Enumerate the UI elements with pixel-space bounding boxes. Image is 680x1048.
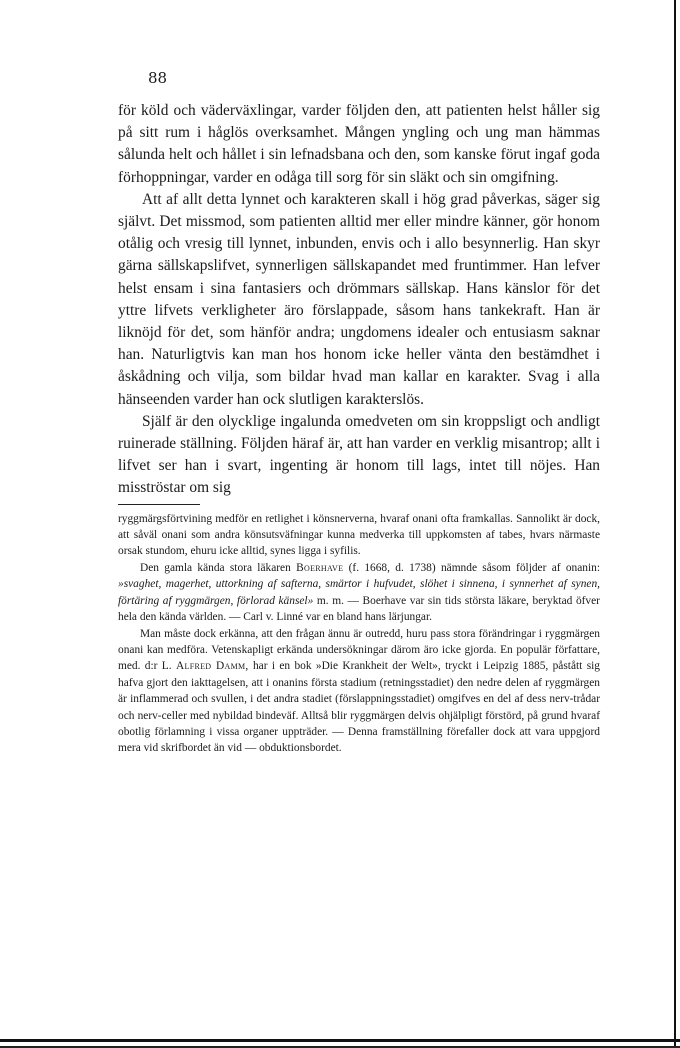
page-number: 88: [148, 69, 168, 87]
scan-edge-right: [674, 0, 676, 1048]
footnote-rule: [118, 504, 200, 505]
footnote-3-intro: Man måste dock erkänna, att den frågan ännu är outredd, huru pass stora förändringar i ryggmärgen onani kan medföra. Vetenskapligt erkända undersökningar därom äro icke gjorda. En populär författare, med. d:r L.: [118, 627, 600, 673]
body-text: [118, 100, 600, 500]
footnotes: [118, 511, 600, 757]
book-page: [118, 68, 600, 757]
footnote-3-rest: har i en bok »Die Krankheit der Welt», tryckt i Leipzig 1885, påstått sig hafva gjort den iakttagelsen, att i onanins första stadium (retningsstadiet) den nedre delen af ryggmärgen är inflammerad och svullen, i det andra stadiet (förslappningsstadiet) omgifves en del af dess nerv-trådar och nerv-celler med nybildad bindeväf. Alltså blir ryggmärgen delvis ohjälpligt förstörd, på grund hvaraf obotlig förlamning i vissa organer uppträder. — Denna framställning förefaller dock att vara uppgjord mera vid skrifbordet än vid — obduktionsbordet.: [118, 660, 600, 755]
footnote-2-intro: Den gamla kända stora läkaren: [140, 561, 291, 574]
footnote-2: [118, 560, 600, 626]
footnote-2-dates: (f. 1668, d. 1738) nämnde såsom följder af onanin:: [348, 561, 600, 574]
paragraph-2: Att af allt detta lynnet och karakteren skall i hög grad påverkas, säger sig självt. Det missmod, som patienten alltid mer eller mindre känner, gör honom otålig och vresig till lynnet, inbunden, envis och i allo besynnerlig. Han skyr gärna sällskapslifvet, synnerligen sällskapandet med fruntimmer. Han lefver helst ensam i sina fantasiers och drömmars sällskap. Hans känslor för det yttre lifvets verkligheter äro förslappade, såsom hans tankekraft. Han är liknöjd för det, som hänför andra; ungdomens idealer och entusiasm saknar han. Naturligtvis kan man hos honom icke heller vänta den bestämdhet i åskådning och vilja, som bildar hvad man kallar en karakter. Svag i alla hänseenden varder han ock slutligen karakterslös.: [118, 190, 600, 408]
footnote-1: ryggmärgsförtvining medför en retlighet i könsnerverna, hvaraf onani ofta framkallas. Sannolikt är dock, att såväl onani som andra könsutsväfningar kunna medverka till uppkomsten af tabes, hvars närmaste orsak stundom, ehuru icke alltid, synes ligga i syfilis.: [118, 512, 600, 558]
paragraph-1: för köld och väderväxlingar, varder följden den, att patienten helst håller sig på sitt rum i håglös overksamhet. Mången yngling och ung man hämmas sålunda helt och hållet i sin lefnadsbana och den, som kanske förut ingaf goda förhoppningar, varder en odåga till sorg för sin släkt och sin omgifning.: [118, 102, 600, 186]
footnote-2-rest: m. m. — Boerhave var sin tids största läkare, beryktad öfver hela den kända världen. — Carl v. Linné var en bland hans lärjungar.: [118, 594, 600, 624]
footnote-2-quote: »svaghet, magerhet, uttorkning af safterna, smärtor i hufvudet, slöhet i sinnena, i synnerhet af synen, förtäring af ryggmärgen, förlorad känsel»: [118, 578, 600, 607]
paragraph-3: Själf är den olycklige ingalunda omedveten om sin kroppsligt och andligt ruinerade ställning. Följden häraf är, att han varder en verklig misantrop; allt i lifvet ser han i svart, ingenting är honom till lags, intet till nöjes. Han misströstar om sig: [118, 412, 600, 497]
footnote-2-name: Boerhave: [296, 561, 344, 574]
footnote-3-name: Alfred Damm,: [175, 660, 249, 673]
scan-edge-bottom: [0, 1039, 680, 1042]
footnote-3: [118, 626, 600, 757]
